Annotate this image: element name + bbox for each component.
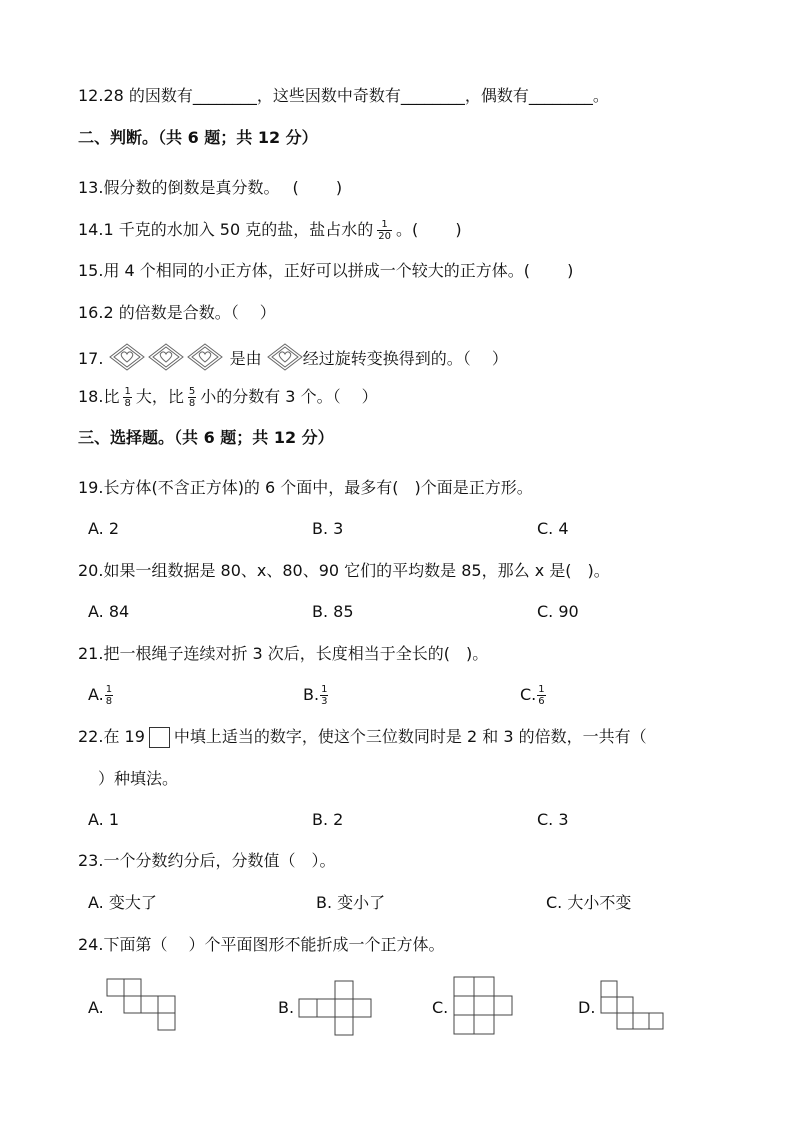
heart-diamond-row-icon: [109, 343, 225, 376]
q18-fraction-2: [188, 386, 196, 409]
q21-option-b-label: B.: [303, 685, 320, 704]
heart-diamond-icon: [267, 343, 303, 376]
section2-title: [78, 128, 318, 148]
q14-pre: 14.1 千克的水加入 50 克的盐，盐占水的: [78, 220, 374, 239]
q24-option-a[interactable]: A.: [88, 998, 104, 1017]
q21-c-den: 6: [538, 696, 545, 707]
q22-line2-text: ）种填法。: [98, 769, 179, 788]
q12-text: 12.28 的因数有________，这些因数中奇数有________，偶数有________。: [78, 86, 609, 105]
q21-a-den: 8: [105, 696, 113, 707]
q23-text: 23.一个分数约分后，分数值（ ）。: [78, 851, 336, 870]
q20-option-a[interactable]: A. 84: [88, 602, 130, 621]
q21-b-den: 3: [321, 696, 328, 707]
q14-post: 。( ): [395, 220, 462, 239]
q14: [78, 219, 462, 242]
q24-text: 24.下面第（ ）个平面图形不能折成一个正方体。: [78, 935, 445, 954]
q20-text: 20.如果一组数据是 80、x、80、90 它们的平均数是 85，那么 x 是( )。: [78, 561, 610, 580]
cube-net-d-icon: [600, 980, 666, 1030]
q22-option-b[interactable]: B. 2: [312, 810, 344, 829]
section3-title-text: 三、选择题。（共 6 题；共 12 分）: [78, 428, 334, 447]
q22: [78, 727, 647, 748]
q24-option-b[interactable]: B.: [278, 998, 295, 1017]
q21-text: 21.把一根绳子连续对折 3 次后，长度相当于全长的( )。: [78, 644, 489, 663]
q21-option-a-label: A.: [88, 685, 104, 704]
q22-blank-box[interactable]: [149, 727, 170, 748]
q21-option-c-label: C.: [520, 685, 537, 704]
q18-frac2-num: 5: [188, 386, 196, 397]
q21-option-b[interactable]: [303, 684, 332, 707]
q23-option-c[interactable]: C. 大小不变: [546, 893, 632, 912]
q20: [78, 561, 610, 581]
q18-frac1-num: 1: [124, 386, 131, 397]
q14-frac-num: 1: [377, 219, 392, 231]
q20-option-c[interactable]: C. 90: [537, 602, 579, 621]
q13-text: 13.假分数的倒数是真分数。 ( ): [78, 178, 343, 197]
q21-option-b-fraction: [320, 684, 328, 707]
q17-post: 经过旋转变换得到的。（ ）: [302, 349, 508, 368]
q24-option-d[interactable]: D.: [578, 998, 596, 1017]
q22-post: 中填上适当的数字，使这个三位数同时是 2 和 3 的倍数，一共有（: [173, 727, 647, 746]
q19-option-a[interactable]: A. 2: [88, 519, 120, 538]
q17: [78, 343, 508, 376]
q23-option-b[interactable]: B. 变小了: [316, 893, 386, 912]
q16: [78, 303, 276, 323]
q17-pre: 17.: [78, 349, 104, 368]
q15-text: 15.用 4 个相同的小正方体，正好可以拼成一个较大的正方体。( ): [78, 261, 574, 280]
section2-title-text: 二、判断。（共 6 题；共 12 分）: [78, 128, 318, 147]
q24: [78, 935, 445, 955]
q22-line2: [98, 769, 178, 789]
q21-option-c-fraction: [537, 684, 545, 707]
q18-frac1-den: 8: [124, 398, 131, 409]
q19-text: 19.长方体(不含正方体)的 6 个面中，最多有( )个面是正方形。: [78, 478, 533, 497]
q22-option-c[interactable]: C. 3: [537, 810, 569, 829]
q21-b-num: 1: [321, 684, 328, 695]
cube-net-b-icon: [298, 980, 374, 1036]
q21-option-a[interactable]: [88, 684, 117, 707]
q22-option-a[interactable]: A. 1: [88, 810, 120, 829]
q23: [78, 851, 335, 871]
q22-pre: 22.在 19: [78, 727, 145, 746]
q18-pre: 18.比: [78, 387, 120, 406]
q23-option-a[interactable]: A. 变大了: [88, 893, 157, 912]
q18-mid: 大，比: [135, 387, 184, 406]
q16-text: 16.2 的倍数是合数。（ ）: [78, 303, 276, 322]
cube-net-a-icon: [106, 978, 180, 1032]
q13: [78, 178, 342, 198]
q20-option-b[interactable]: B. 85: [312, 602, 354, 621]
q18-frac2-den: 8: [188, 398, 196, 409]
q14-fraction: [377, 219, 392, 242]
q21-c-num: 1: [538, 684, 545, 695]
q21-option-a-fraction: [105, 684, 113, 707]
q21-a-num: 1: [105, 684, 113, 695]
q18-fraction-1: [123, 386, 131, 409]
q19: [78, 478, 533, 498]
q19-option-b[interactable]: B. 3: [312, 519, 344, 538]
q21: [78, 644, 488, 664]
q15: [78, 261, 573, 281]
cube-net-c-icon: [452, 976, 514, 1036]
q18: [78, 386, 378, 409]
q24-option-c[interactable]: C.: [432, 998, 449, 1017]
q17-mid: 是由: [229, 349, 262, 368]
q14-frac-den: 20: [378, 231, 391, 242]
q19-option-c[interactable]: C. 4: [537, 519, 569, 538]
q18-post: 小的分数有 3 个。（ ）: [200, 387, 378, 406]
q21-option-c[interactable]: [520, 684, 550, 707]
q12: [78, 86, 609, 106]
section3-title: [78, 428, 334, 448]
